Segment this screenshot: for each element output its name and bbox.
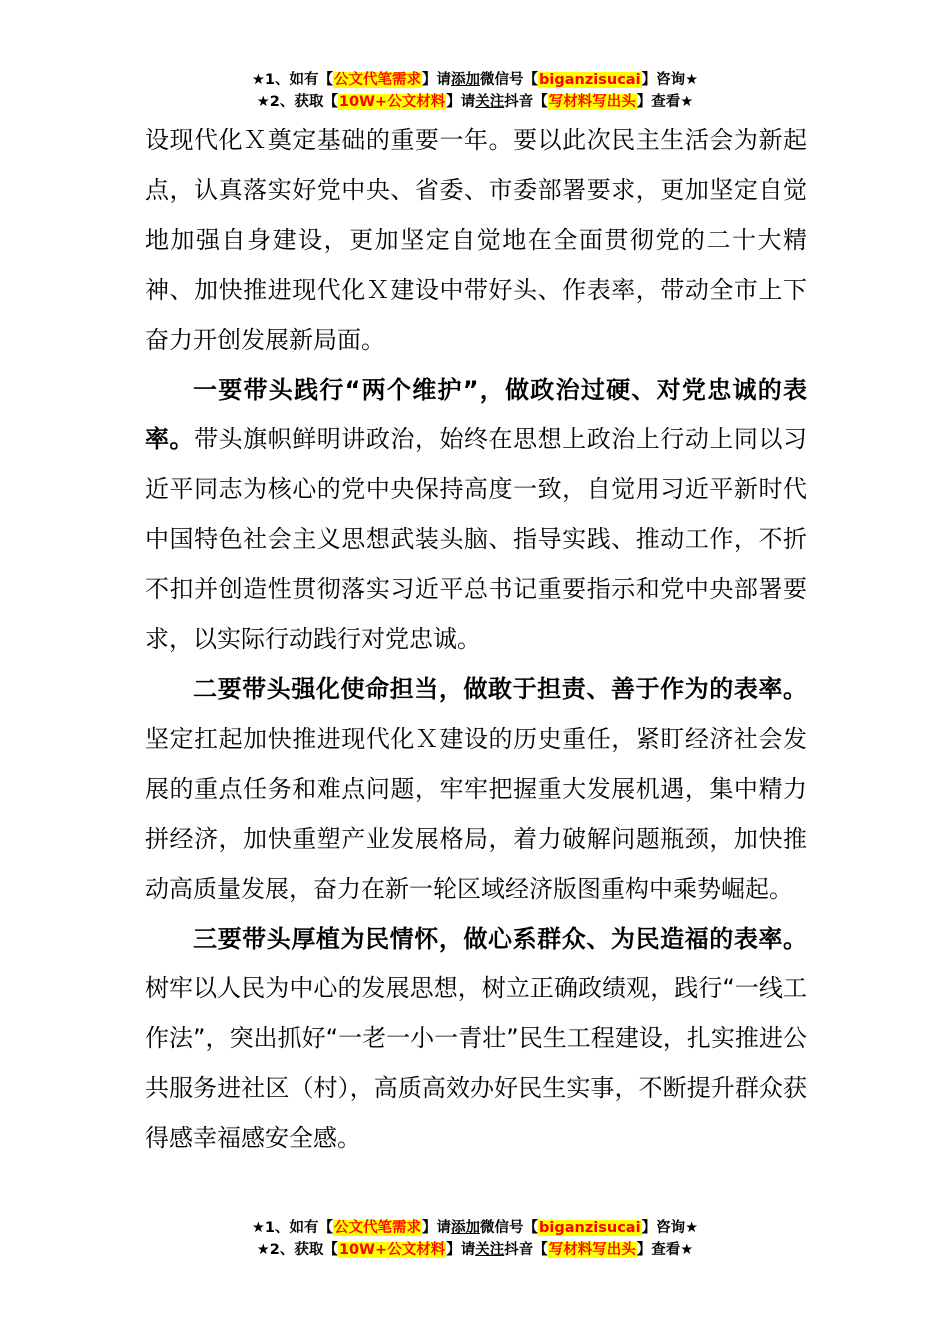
star-icon: ★: [685, 1220, 699, 1236]
banner-text: 微信号【: [480, 1220, 539, 1236]
banner-text: 抖音【: [504, 94, 548, 110]
banner-text: 】请: [446, 94, 476, 110]
banner-text: 】查看: [636, 94, 681, 110]
point-2-text: 坚定扛起加快推进现代化Ｘ建设的历史重任，紧盯经济社会发展的重点任务和难点问题，牢牢把握重大发展机遇，集中精力拼经济，加快重塑产业发展格局，着力破解问题瓶颈，加快推动高质量发展，奋力在新一轮区域经济版图重构中乘势崛起。: [145, 724, 807, 903]
highlight-douyin-account: 写材料写出头: [548, 1242, 636, 1258]
highlight-materials: 10W+公文材料: [338, 94, 446, 110]
point-3-text: 树牢以人民为中心的发展思想，树立正确政绩观，践行“一线工作法”，突出抓好“一老一小一青壮”民生工程建设，扎实推进公共服务进社区（村），高质高效办好民生实事，不断提升群众获得感幸福感安全感。: [145, 974, 807, 1153]
highlight-wechat-id: biganzisucai: [539, 72, 641, 88]
star-icon: ★: [256, 94, 270, 110]
banner-text: 1、如有【: [264, 72, 334, 88]
star-icon: ★: [251, 1220, 265, 1236]
header-line-2: [0, 91, 950, 113]
header-line-1: [0, 69, 950, 91]
footer-line-2: [0, 1239, 950, 1261]
banner-text: 2、获取【: [269, 94, 338, 110]
banner-text: 2、获取【: [269, 1242, 338, 1258]
banner-text: 1、如有【: [264, 1220, 334, 1236]
banner-text: 】查看: [636, 1242, 681, 1258]
header-banner: [0, 69, 950, 113]
footer-line-1: [0, 1217, 950, 1239]
banner-text: 】咨询: [641, 1220, 686, 1236]
point-2-heading: 二要带头强化使命担当，做敢于担责、善于作为的表率。: [193, 674, 807, 703]
banner-text: 抖音【: [504, 1242, 548, 1258]
point-1-heading: 一要带头践行“两个维护”，做政治过硬、对党忠诚的表率。: [145, 375, 807, 454]
underlined-follow: 关注: [475, 94, 505, 110]
underlined-add: 添加: [451, 72, 481, 88]
point-3-heading: 三要带头厚植为民情怀，做心系群众、为民造福的表率。: [193, 924, 807, 953]
banner-text: 微信号【: [480, 72, 539, 88]
paragraph-point-1: [145, 366, 807, 665]
banner-text: 】咨询: [641, 72, 686, 88]
paragraph-continuation: 设现代化Ｘ奠定基础的重要一年。要以此次民主生活会为新起点，认真落实好党中央、省委、市委部署要求，更加坚定自觉地加强自身建设，更加坚定自觉地在全面贯彻党的二十大精神、加快推进现代化Ｘ建设中带好头、作表率，带动全市上下奋力开创发展新局面。: [145, 126, 807, 354]
underlined-add: 添加: [451, 1220, 481, 1236]
highlight-douyin-account: 写材料写出头: [548, 94, 636, 110]
document-body: [145, 116, 807, 1164]
banner-text: 】请: [446, 1242, 476, 1258]
banner-text: 】请: [422, 1220, 452, 1236]
star-icon: ★: [256, 1242, 270, 1258]
highlight-wechat-id: biganzisucai: [539, 1220, 641, 1236]
point-1-text: 带头旗帜鲜明讲政治，始终在思想上政治上行动上同以习近平同志为核心的党中央保持高度一致，自觉用习近平新时代中国特色社会主义思想武装头脑、指导实践、推动工作，不折不扣并创造性贯彻落实习近平总书记重要指示和党中央部署要求，以实际行动践行对党忠诚。: [145, 425, 807, 654]
highlight-materials: 10W+公文材料: [338, 1242, 446, 1258]
star-icon: ★: [680, 1242, 694, 1258]
banner-text: 】请: [422, 72, 452, 88]
star-icon: ★: [685, 72, 699, 88]
star-icon: ★: [680, 94, 694, 110]
highlight-ghostwriting: 公文代笔需求: [334, 72, 422, 88]
underlined-follow: 关注: [475, 1242, 505, 1258]
highlight-ghostwriting: 公文代笔需求: [334, 1220, 422, 1236]
star-icon: ★: [251, 72, 265, 88]
paragraph-point-3: [145, 915, 807, 1165]
footer-banner: [0, 1217, 950, 1261]
paragraph-point-2: [145, 665, 807, 915]
